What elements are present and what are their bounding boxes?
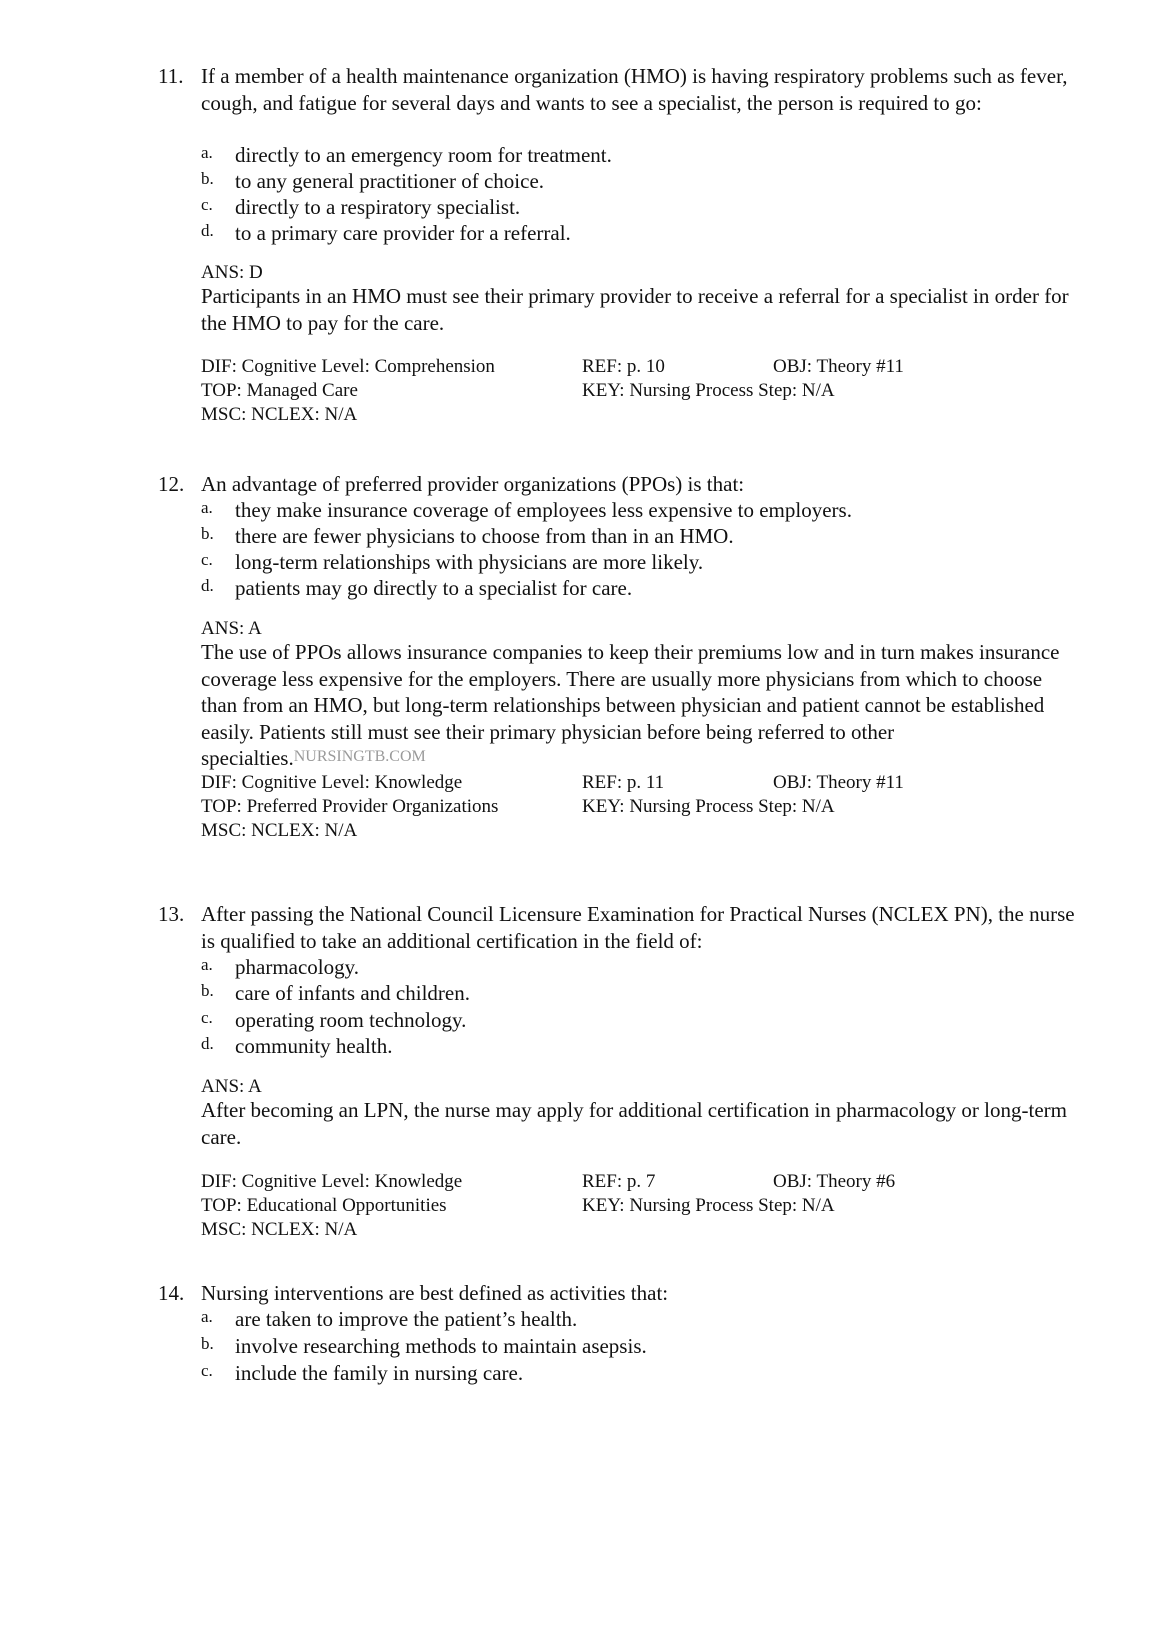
answer-key: ANS: A bbox=[201, 618, 262, 639]
rationale: After becoming an LPN, the nurse may apply for additional certification in pharmacology or long-term care. bbox=[201, 1098, 1067, 1149]
question-number: 14. bbox=[158, 1281, 185, 1305]
key: KEY: Nursing Process Step: N/A bbox=[582, 796, 835, 817]
option-letter: a. bbox=[201, 498, 213, 517]
objective: OBJ: Theory #6 bbox=[773, 1171, 896, 1192]
reference: REF: p. 10 bbox=[582, 356, 665, 377]
question-number: 13. bbox=[158, 902, 185, 926]
option-text: long-term relationships with physicians are more likely. bbox=[235, 550, 704, 574]
option-letter: d. bbox=[201, 221, 214, 240]
msc: MSC: NCLEX: N/A bbox=[201, 1219, 358, 1240]
option-text: pharmacology. bbox=[235, 955, 360, 979]
option-text: they make insurance coverage of employees less expensive to employers. bbox=[235, 498, 852, 522]
topic: TOP: Preferred Provider Organizations bbox=[201, 796, 499, 817]
objective: OBJ: Theory #11 bbox=[773, 356, 904, 377]
question-stem: If a member of a health maintenance organization (HMO) is having respiratory problems such as fever, cough, and fatigue for several days and wants to see a specialist, the person is required to go: bbox=[201, 64, 1068, 115]
option-a bbox=[201, 497, 1091, 524]
reference: REF: p. 7 bbox=[582, 1171, 656, 1192]
option-letter: b. bbox=[201, 524, 214, 543]
question-stem: An advantage of preferred provider organizations (PPOs) is that: bbox=[201, 472, 745, 496]
option-letter: c. bbox=[201, 1361, 213, 1380]
answer-key: ANS: A bbox=[201, 1076, 262, 1097]
question-stem: After passing the National Council Licensure Examination for Practical Nurses (NCLEX PN), the nurse is qualified to take an additional certification in the field of: bbox=[201, 902, 1075, 953]
option-text: directly to a respiratory specialist. bbox=[235, 195, 521, 219]
answer-key: ANS: D bbox=[201, 262, 263, 283]
option-c bbox=[201, 194, 1091, 221]
watermark: NURSINGTB.COM bbox=[293, 748, 426, 765]
option-text: include the family in nursing care. bbox=[235, 1361, 524, 1385]
rationale bbox=[201, 639, 1081, 775]
option-text: community health. bbox=[235, 1034, 393, 1058]
option-a bbox=[201, 954, 1091, 981]
option-b bbox=[201, 980, 1091, 1007]
option-a bbox=[201, 142, 1091, 169]
option-c bbox=[201, 1007, 1091, 1034]
option-text: there are fewer physicians to choose from than in an HMO. bbox=[235, 524, 734, 548]
option-c bbox=[201, 1360, 1091, 1387]
key: KEY: Nursing Process Step: N/A bbox=[582, 1195, 835, 1216]
option-text: patients may go directly to a specialist for care. bbox=[235, 576, 633, 600]
option-letter: b. bbox=[201, 169, 214, 188]
option-text: operating room technology. bbox=[235, 1008, 467, 1032]
option-d bbox=[201, 575, 1091, 602]
option-letter: d. bbox=[201, 1034, 214, 1053]
option-letter: d. bbox=[201, 576, 214, 595]
question-stem: Nursing interventions are best defined as activities that: bbox=[201, 1281, 669, 1305]
question-number: 12. bbox=[158, 472, 185, 496]
difficulty: DIF: Cognitive Level: Knowledge bbox=[201, 772, 463, 793]
option-letter: c. bbox=[201, 550, 213, 569]
rationale-text: The use of PPOs allows insurance companies to keep their premiums low and in turn makes insurance coverage less expensive for the employers. There are usually more physicians from which to choose than from an HMO, but long-term relationships between physician and patient cannot be established easily. Patients still must see their primary physician before being referred to other specialties. bbox=[201, 640, 1060, 770]
objective: OBJ: Theory #11 bbox=[773, 772, 904, 793]
rationale: Participants in an HMO must see their primary provider to receive a referral for a specialist in order for the HMO to pay for the care. bbox=[201, 284, 1069, 335]
difficulty: DIF: Cognitive Level: Knowledge bbox=[201, 1171, 463, 1192]
option-d bbox=[201, 1033, 1091, 1060]
reference: REF: p. 11 bbox=[582, 772, 665, 793]
option-letter: a. bbox=[201, 1307, 213, 1326]
option-text: to any general practitioner of choice. bbox=[235, 169, 545, 193]
option-b bbox=[201, 168, 1091, 195]
option-b bbox=[201, 1333, 1091, 1360]
option-a bbox=[201, 1306, 1091, 1333]
option-text: care of infants and children. bbox=[235, 981, 470, 1005]
msc: MSC: NCLEX: N/A bbox=[201, 820, 358, 841]
option-text: directly to an emergency room for treatment. bbox=[235, 143, 612, 167]
option-c bbox=[201, 549, 1091, 576]
option-b bbox=[201, 523, 1091, 550]
key: KEY: Nursing Process Step: N/A bbox=[582, 380, 835, 401]
option-letter: a. bbox=[201, 955, 213, 974]
option-letter: b. bbox=[201, 1334, 214, 1353]
topic: TOP: Managed Care bbox=[201, 380, 358, 401]
option-letter: c. bbox=[201, 195, 213, 214]
question-number: 11. bbox=[158, 64, 184, 88]
option-text: involve researching methods to maintain asepsis. bbox=[235, 1334, 647, 1358]
option-letter: a. bbox=[201, 143, 213, 162]
topic: TOP: Educational Opportunities bbox=[201, 1195, 447, 1216]
difficulty: DIF: Cognitive Level: Comprehension bbox=[201, 356, 495, 377]
msc: MSC: NCLEX: N/A bbox=[201, 404, 358, 425]
option-text: to a primary care provider for a referral. bbox=[235, 221, 571, 245]
option-letter: b. bbox=[201, 981, 214, 1000]
option-d bbox=[201, 220, 1091, 247]
option-letter: c. bbox=[201, 1008, 213, 1027]
option-text: are taken to improve the patient’s health. bbox=[235, 1307, 578, 1331]
